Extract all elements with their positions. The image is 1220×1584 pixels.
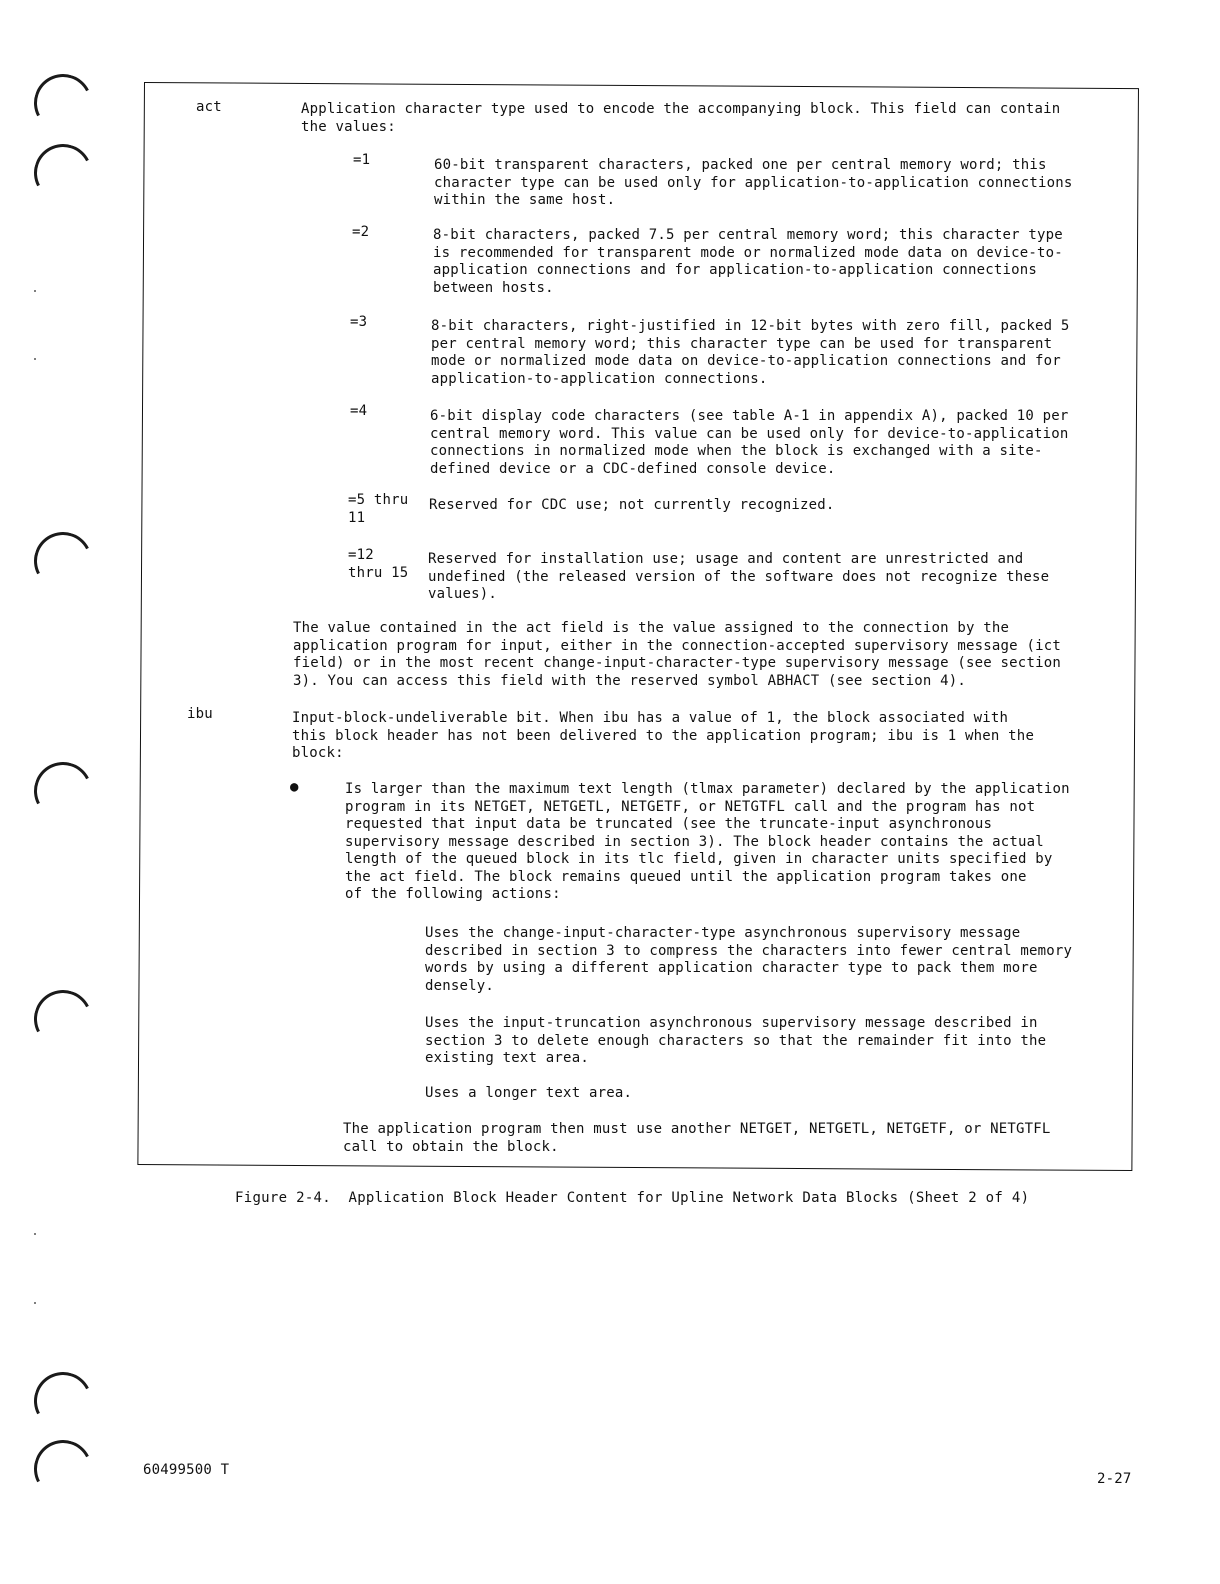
bullet-icon: ● <box>290 779 299 795</box>
scan-speck <box>34 1302 36 1304</box>
page-number: 2-27 <box>1097 1471 1132 1487</box>
scan-speck <box>34 1233 36 1235</box>
binder-hole-mark <box>26 1432 99 1505</box>
ibu-action-3: Uses a longer text area. <box>425 1085 633 1101</box>
field-name-act: act <box>196 99 222 115</box>
act-value-desc-6: Reserved for installation use; usage and content are unrestricted and undefined (the released version of the software does not recognize these values). <box>428 551 1050 602</box>
ibu-action-2: Uses the input-truncation asynchronous supervisory message described in section 3 to delete enough characters so that the remainder fit into the existing text area. <box>425 1015 1047 1066</box>
ibu-closing: The application program then must use another NETGET, NETGETL, NETGETF, or NETGTFL call to obtain the block. <box>343 1121 1051 1155</box>
act-value-code-5: =5 thru 11 <box>348 492 409 526</box>
ibu-bullet-text: Is larger than the maximum text length (tlmax parameter) declared by the application program in its NETGET, NETGETL, NETGETF, or NETGTFL call and the program has not requested that input data be truncated (see the truncate-input asynchronous supervisory message described in section 3). The block header contains the actual length of the queued block in its tlc field, given in character units specified by the act field. The block remains queued until the application program takes one of the following actions: <box>345 781 1070 902</box>
binder-hole-mark <box>26 524 99 597</box>
act-value-desc-4: 6-bit display code characters (see table A-1 in appendix A), packed 10 per central memory word. This value can be used only for device-to-application connections in normalized mode when the block is exchanged with a site- defined device or a CDC-defined console device. <box>430 408 1069 477</box>
act-value-code-1: =1 <box>353 152 371 168</box>
act-value-desc-1: 60-bit transparent characters, packed one per central memory word; this character type can be used only for application-to-application connections within the same host. <box>434 157 1073 208</box>
scan-speck <box>34 290 36 292</box>
field-name-ibu: ibu <box>187 706 213 722</box>
scan-speck <box>34 358 36 360</box>
act-value-code-4: =4 <box>350 403 368 419</box>
binder-hole-mark <box>26 754 99 827</box>
act-value-code-6: =12 thru 15 <box>348 547 409 581</box>
binder-hole-mark <box>26 136 99 209</box>
act-note: The value contained in the act field is the value assigned to the connection by the application program for input, either in the connection-accepted supervisory message (ict field) or in the most recent change-input-character-type supervisory message (see section 3). You can access this field with the reserved symbol ABHACT (see section 4). <box>293 620 1061 689</box>
act-value-desc-3: 8-bit characters, right-justified in 12-bit bytes with zero fill, packed 5 per central memory word; this character type can be used for transparent mode or normalized mode data on device-to-application connections and for application-to-application connections. <box>431 318 1070 387</box>
act-value-code-2: =2 <box>352 224 370 240</box>
figure-caption: Figure 2-4. Application Block Header Content for Upline Network Data Blocks (Sheet 2 of 4) <box>235 1190 1030 1206</box>
act-value-desc-2: 8-bit characters, packed 7.5 per central memory word; this character type is recommended for transparent mode or normalized mode data on device-to- application connections and for application-to-application connections between hosts. <box>433 227 1063 296</box>
ibu-description: Input-block-undeliverable bit. When ibu has a value of 1, the block associated with this block header has not been delivered to the application program; ibu is 1 when the block: <box>292 710 1035 761</box>
ibu-action-1: Uses the change-input-character-type asynchronous supervisory message described in section 3 to compress the characters into fewer central memory words by using a different application character type to pack them more densely. <box>425 925 1073 994</box>
act-value-desc-5: Reserved for CDC use; not currently recognized. <box>429 497 835 513</box>
act-description: Application character type used to encode the accompanying block. This field can contain the values: <box>301 101 1061 135</box>
binder-hole-mark <box>26 66 99 139</box>
act-value-code-3: =3 <box>350 314 368 330</box>
document-number: 60499500 T <box>143 1462 230 1478</box>
binder-hole-mark <box>26 1364 99 1437</box>
binder-hole-mark <box>26 982 99 1055</box>
